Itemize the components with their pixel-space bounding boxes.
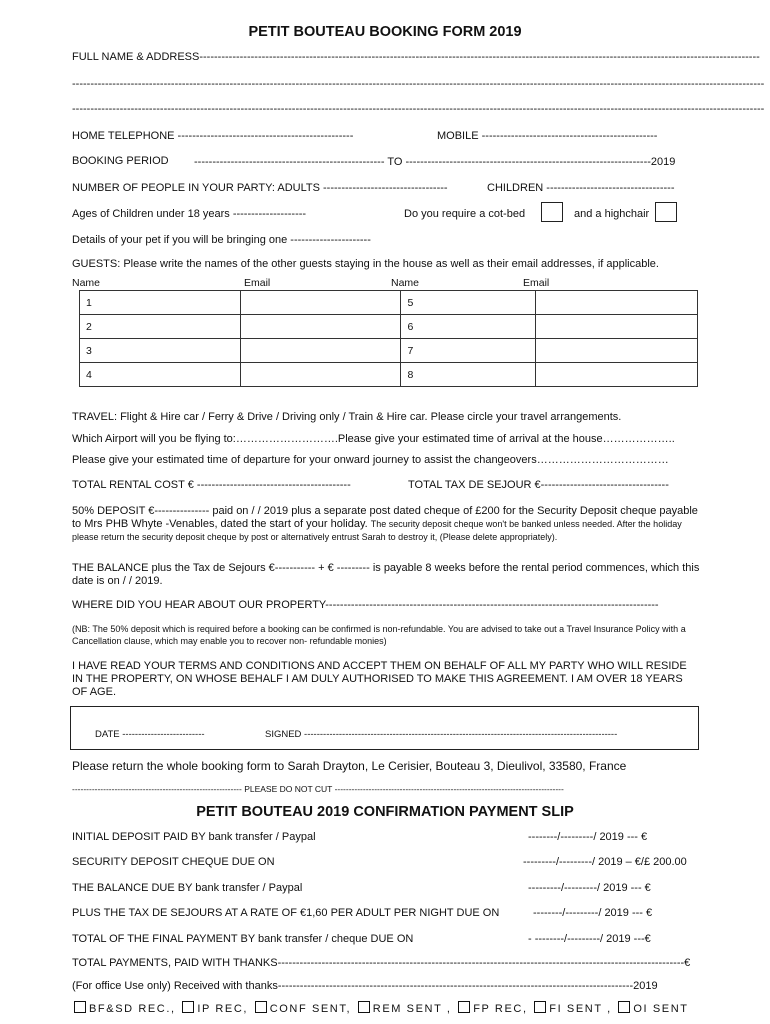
slip-row-value[interactable]: --------/---------/ 2019 --- € [533,907,653,919]
total-payments-field[interactable]: TOTAL PAYMENTS, PAID WITH THANKS---------------------------------------------------------------------------------------------------------------€ [72,957,691,969]
office-checkbox[interactable] [618,1001,630,1013]
office-checkbox[interactable] [255,1001,267,1013]
full-name-field[interactable]: FULL NAME & ADDRESS--------------------------------------------------------------------------------------------------------------------------------------------------------- [72,51,760,63]
children-field[interactable]: CHILDREN ----------------------------------- [487,182,675,194]
booking-period-label: BOOKING PERIOD [72,155,169,167]
guest-email-cell[interactable] [536,339,698,363]
signature-box [70,706,699,750]
deposit-note: The security deposit cheque won't be banked unless needed. After the holiday please return the security deposit cheque by post or alternatively entrust Sarah to destroy it, (Please delete appropriately). [72,519,682,542]
office-checkbox[interactable] [74,1001,86,1013]
slip-row-label: SECURITY DEPOSIT CHEQUE DUE ON [72,856,275,868]
rental-cost-field[interactable]: TOTAL RENTAL COST € ------------------------------------------ [72,479,351,491]
pet-field[interactable]: Details of your pet if you will be bringing one ---------------------- [72,234,371,246]
deposit-text: 50% DEPOSIT €--------------- paid on / / 2019 plus a separate post dated cheque of £200 for the Security Deposit cheque payable to Mrs PHB Whyte -Venables, dated the start of your holiday. [72,505,698,530]
guests-table [79,290,698,387]
tax-sejour-field[interactable]: TOTAL TAX DE SEJOUR €----------------------------------- [408,479,669,491]
guest-email-cell[interactable] [240,315,401,339]
guest-name-cell[interactable]: 2 [80,315,241,339]
slip-row-value[interactable]: ---------/---------/ 2019 --- € [528,882,651,894]
guest-name-cell[interactable]: 5 [401,291,536,315]
slip-row-label: THE BALANCE DUE BY bank transfer / Paypal [72,882,303,894]
travel-options[interactable]: TRAVEL: Flight & Hire car / Ferry & Drive / Driving only / Train & Hire car. Please circle your travel arrangements. [72,411,622,423]
return-address: Please return the whole booking form to Sarah Drayton, Le Cerisier, Bouteau 3, Dieulivol, 33580, France [72,759,627,773]
guest-name-cell[interactable]: 7 [401,339,536,363]
table-row [80,315,698,339]
highchair-checkbox[interactable] [655,202,677,222]
office-item-label: REM SENT , [372,1003,452,1015]
date-field[interactable]: DATE -------------------------- [95,729,205,740]
guest-email-cell[interactable] [536,363,698,387]
balance-paragraph: THE BALANCE plus the Tax de Sejours €----------- + € --------- is payable 8 weeks before the rental period commences, which this date is on / / 2019. [72,562,700,587]
office-checkbox[interactable] [534,1001,546,1013]
address-line-1[interactable]: --------------------------------------------------------------------------------------------------------------------------------------------------------------------------------------------- [72,78,765,90]
departure-field[interactable]: Please give your estimated time of departure for your onward journey to assist the changeovers……………………………… [72,454,669,466]
home-telephone-field[interactable]: HOME TELEPHONE ------------------------------------------------ [72,130,354,142]
booking-period-field[interactable]: ---------------------------------------------------- TO -------------------------------------------------------------------2019 [194,156,676,168]
airport-field[interactable]: Which Airport will you be flying to:……………………….Please give your estimated time of arrival at the house……………….. [72,433,675,445]
deposit-paragraph [72,505,700,544]
cot-bed-checkbox[interactable] [541,202,563,222]
guest-email-cell[interactable] [240,363,401,387]
office-item-label: IP REC, [197,1003,249,1015]
guest-email-cell[interactable] [536,291,698,315]
slip-row-label: INITIAL DEPOSIT PAID BY bank transfer / Paypal [72,831,316,843]
cut-line: ------------------------------------------------------------ PLEASE DO NOT CUT --------------------------------------------------------------------------------- [72,784,564,794]
office-checkbox[interactable] [458,1001,470,1013]
guest-header-email-2: Email [523,277,550,289]
office-checkbox[interactable] [358,1001,370,1013]
office-checklist [72,1001,689,1015]
slip-row-value[interactable]: ---------/---------/ 2019 – €/£ 200.00 [523,856,687,868]
slip-row-value[interactable]: - --------/---------/ 2019 ---€ [528,933,651,945]
table-row [80,291,698,315]
guest-name-cell[interactable]: 8 [401,363,536,387]
hear-about-field[interactable]: WHERE DID YOU HEAR ABOUT OUR PROPERTY------------------------------------------------------------------------------------------- [72,599,659,611]
table-row [80,363,698,387]
slip-row-label: PLUS THE TAX DE SEJOURS AT A RATE OF €1,60 PER ADULT PER NIGHT DUE ON [72,907,500,919]
slip-title: PETIT BOUTEAU 2019 CONFIRMATION PAYMENT SLIP [196,804,574,820]
cot-bed-label: Do you require a cot-bed [404,208,526,220]
mobile-field[interactable]: MOBILE ------------------------------------------------ [437,130,658,142]
guests-intro: GUESTS: Please write the names of the other guests staying in the house as well as their email addresses, if applicable. [72,258,659,270]
highchair-label: and a highchair [574,208,650,220]
office-use-field[interactable]: (For office Use only) Received with thanks-------------------------------------------------------------------------------------------------2019 [72,980,658,992]
form-title: PETIT BOUTEAU BOOKING FORM 2019 [248,24,522,40]
office-item-label: OI SENT [633,1003,689,1015]
signed-field[interactable]: SIGNED --------------------------------------------------------------------------------------------------- [265,729,618,740]
office-item-label: BF&SD REC., [89,1003,176,1015]
guest-email-cell[interactable] [536,315,698,339]
guest-email-cell[interactable] [240,339,401,363]
children-ages-field[interactable]: Ages of Children under 18 years -------------------- [72,208,307,220]
address-line-2[interactable]: --------------------------------------------------------------------------------------------------------------------------------------------------------------------------------------------- [72,103,765,115]
guest-name-cell[interactable]: 3 [80,339,241,363]
office-item-label: FP REC, [473,1003,528,1015]
office-checkbox[interactable] [182,1001,194,1013]
agreement-text: I HAVE READ YOUR TERMS AND CONDITIONS AND ACCEPT THEM ON BEHALF OF ALL MY PARTY WHO WILL RESIDE IN THE PROPERTY, ON WHOSE BEHALF I AM DULY AUTHORISED TO MAKE THIS AGREEMENT. I AM OVER 18 YEARS OF AGE. [72,660,687,698]
nb-note: (NB: The 50% deposit which is required before a booking can be confirmed is non-refundable. You are advised to take out a Travel Insurance Policy with a Cancellation clause, which may enable you to recover non- refundable monies) [72,624,686,646]
guest-header-name-2: Name [391,277,420,289]
office-item-label: FI SENT , [549,1003,612,1015]
slip-row-label: TOTAL OF THE FINAL PAYMENT BY bank transfer / cheque DUE ON [72,933,414,945]
guest-name-cell[interactable]: 4 [80,363,241,387]
guest-name-cell[interactable]: 1 [80,291,241,315]
guest-email-cell[interactable] [240,291,401,315]
table-row [80,339,698,363]
slip-row-value[interactable]: --------/---------/ 2019 --- € [528,831,648,843]
guest-header-name-1: Name [72,277,101,289]
adults-field[interactable]: NUMBER OF PEOPLE IN YOUR PARTY: ADULTS ---------------------------------- [72,182,448,194]
office-item-label: CONF SENT, [269,1003,352,1015]
guest-header-email-1: Email [244,277,271,289]
guest-name-cell[interactable]: 6 [401,315,536,339]
